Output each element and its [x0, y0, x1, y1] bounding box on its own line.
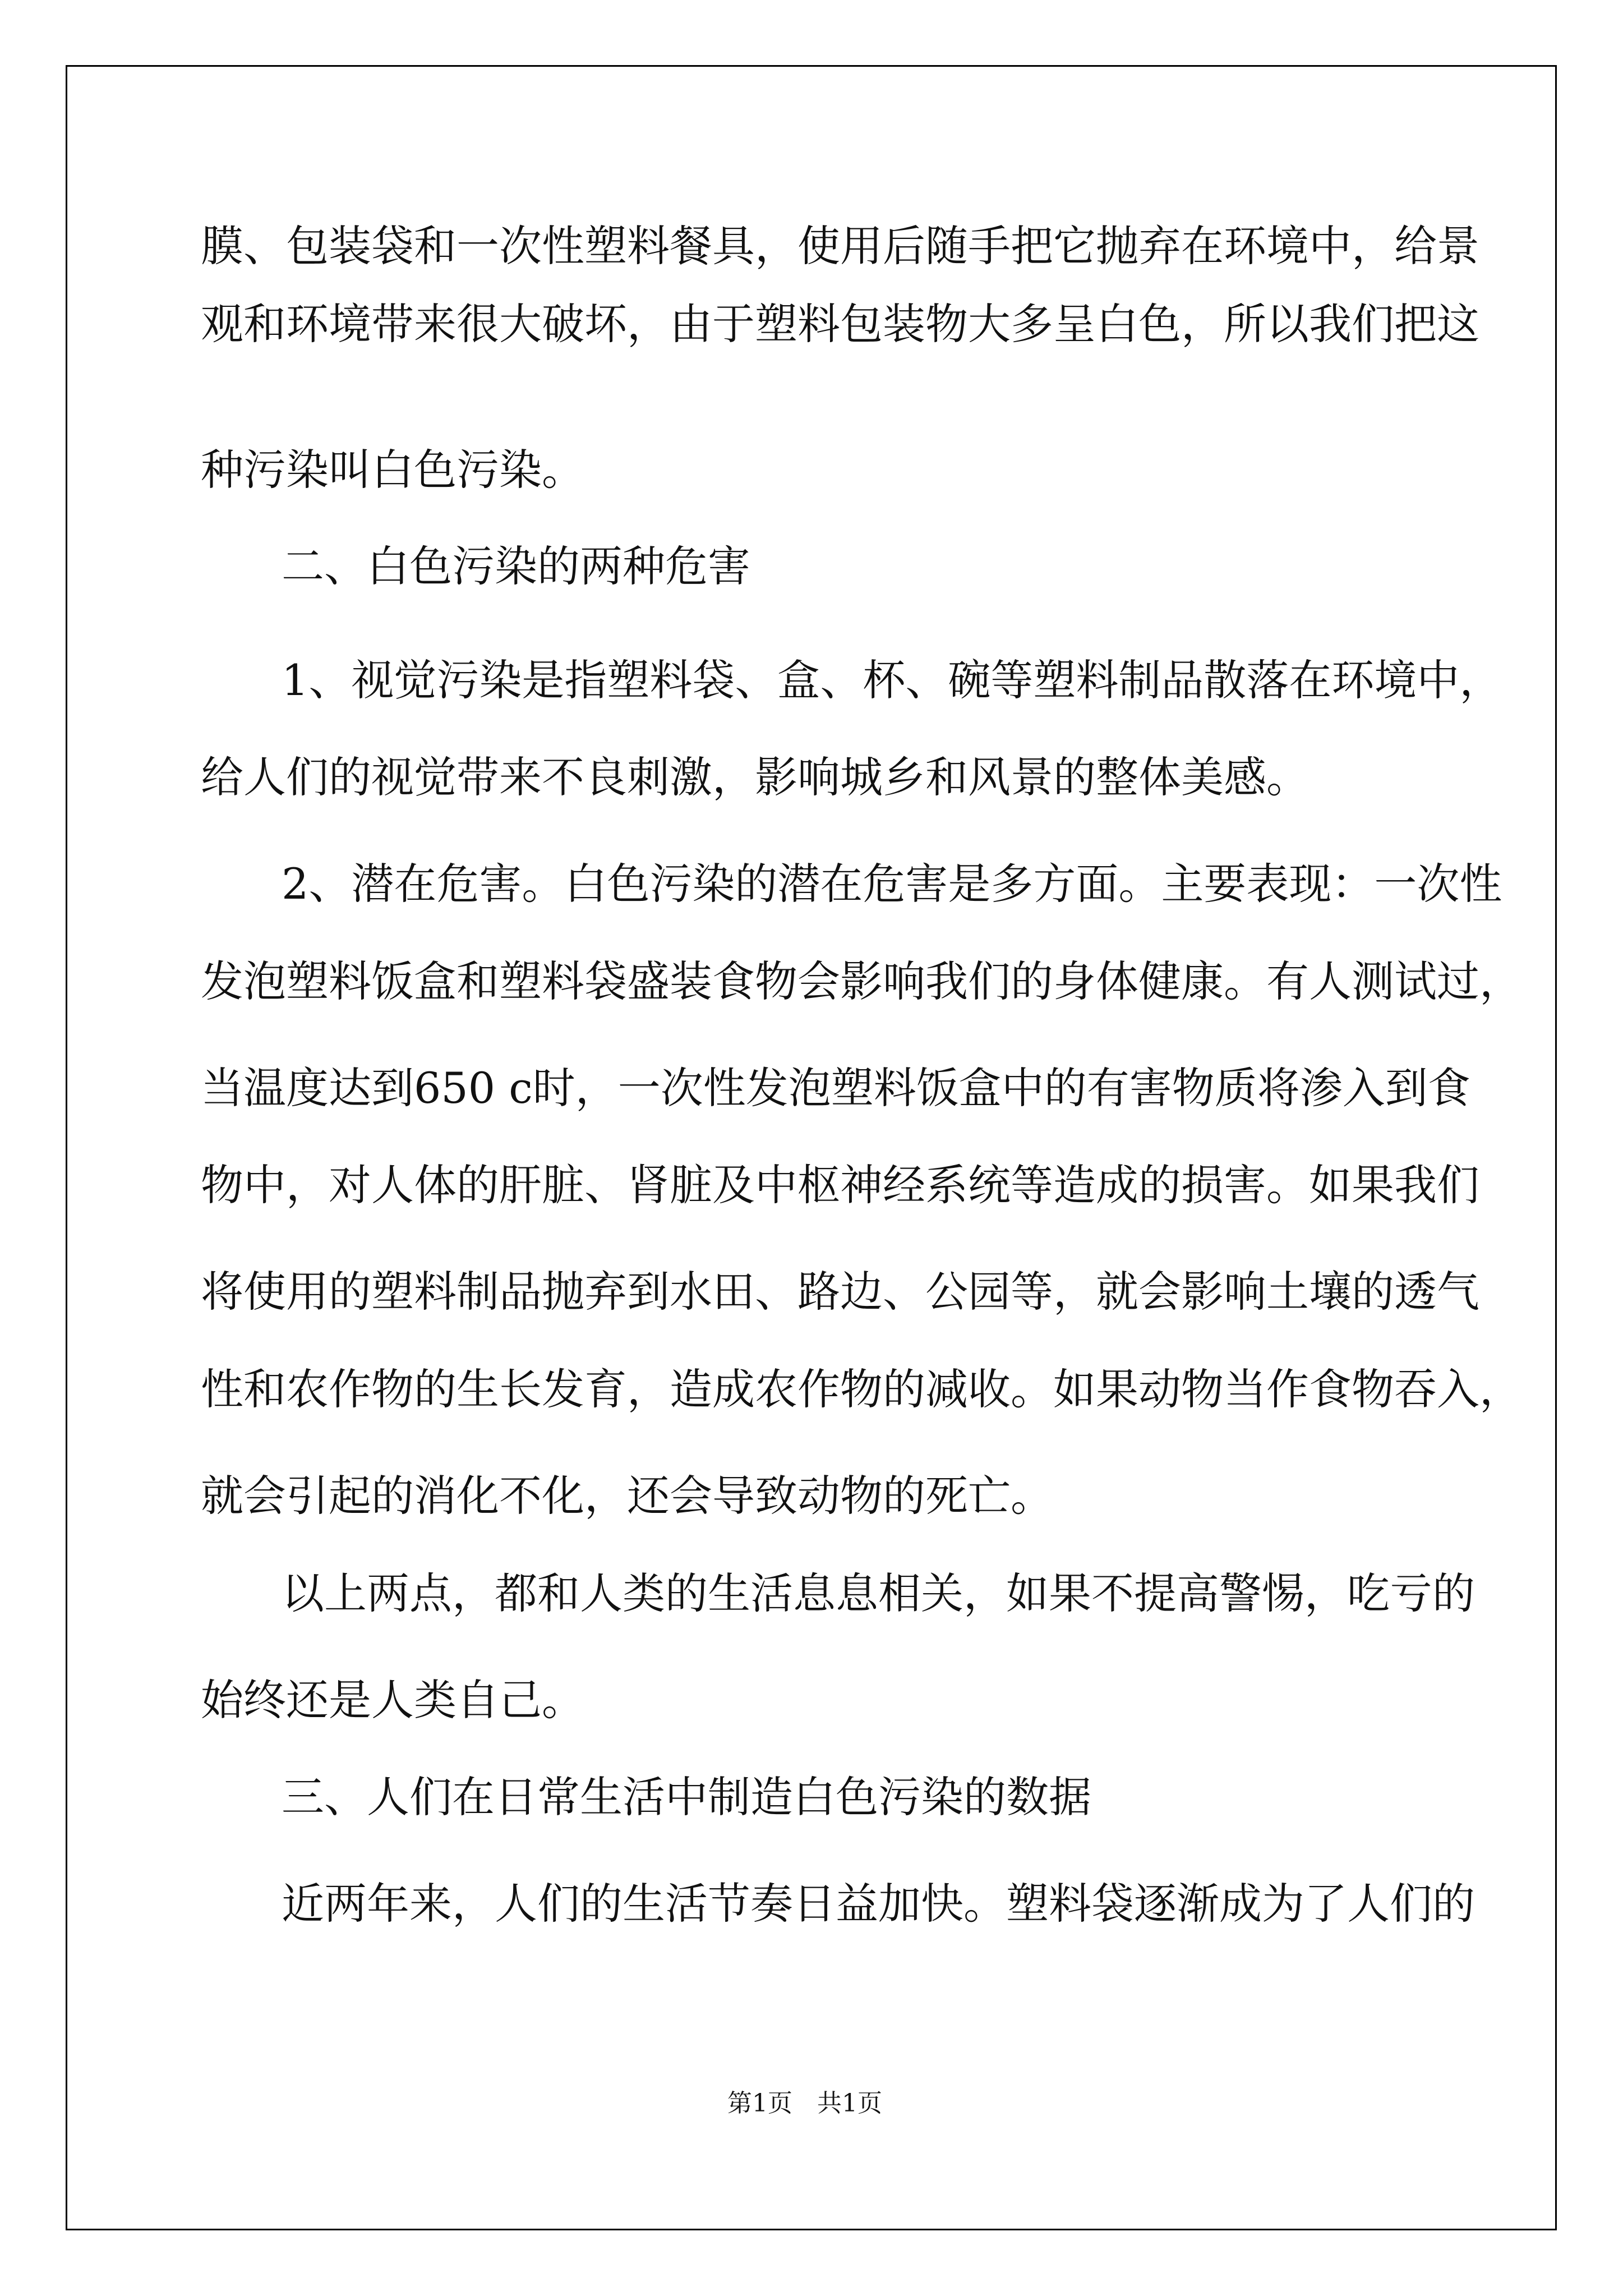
body-text-line: 膜、包装袋和一次性塑料餐具，使用后随手把它抛弃在环境中，给景: [201, 221, 1479, 271]
body-text-line: 给人们的视觉带来不良刺激，影响城乡和风景的整体美感。: [201, 752, 1309, 802]
section-heading: 二、白色污染的两种危害: [282, 541, 750, 591]
body-text-line: 观和环境带来很大破坏，由于塑料包装物大多呈白色，所以我们把这: [201, 299, 1479, 349]
body-text-line: 近两年来，人们的生活节奏日益加快。塑料袋逐渐成为了人们的: [282, 1879, 1475, 1929]
body-text-line: 将使用的塑料制品抛弃到水田、路边、公园等，就会影响土壤的透气: [201, 1267, 1479, 1317]
body-text-line: 发泡塑料饭盒和塑料袋盛装食物会影响我们的身体健康。有人测试过，: [201, 956, 1522, 1006]
body-text-line: 当温度达到650 c时，一次性发泡塑料饭盒中的有害物质将渗入到食: [201, 1063, 1470, 1113]
body-text-line: 物中，对人体的肝脏、肾脏及中枢神经系统等造成的损害。如果我们: [201, 1160, 1479, 1210]
body-text-line: 以上两点，都和人类的生活息息相关，如果不提高警惕，吃亏的: [282, 1568, 1475, 1618]
body-text-line: 2、潜在危害。白色污染的潜在危害是多方面。主要表现：一次性: [282, 859, 1502, 909]
section-heading: 三、人们在日常生活中制造白色污染的数据: [282, 1772, 1091, 1822]
body-text-line: 性和农作物的生长发育，造成农作物的减收。如果动物当作食物吞入，: [201, 1364, 1522, 1414]
body-text-line: 1、视觉污染是指塑料袋、盒、杯、碗等塑料制品散落在环境中，: [282, 655, 1502, 705]
body-text-line: 就会引起的消化不化，还会导致动物的死亡。: [201, 1471, 1053, 1521]
body-text-line: 种污染叫白色污染。: [201, 445, 584, 495]
body-text-line: 始终还是人类自己。: [201, 1675, 584, 1725]
page-number-footer: 第1页 共1页: [727, 2089, 882, 2118]
